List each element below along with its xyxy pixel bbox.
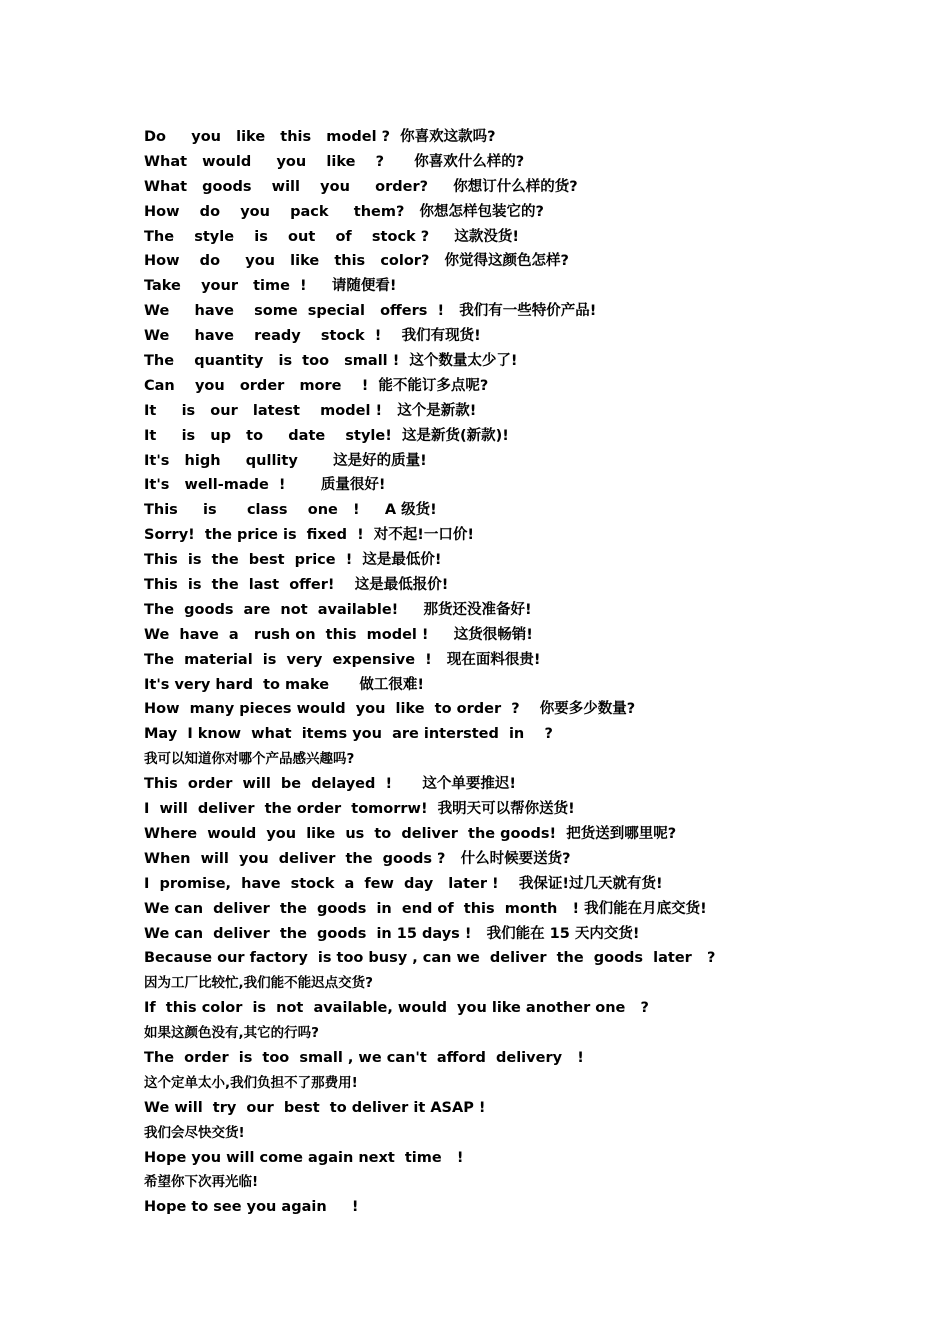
phrase-line: It's high qullity 这是好的质量! <box>144 452 427 469</box>
phrase-line: Do you like this model ? 你喜欢这款吗? <box>144 129 496 145</box>
phrase-line: What would you like ? 你喜欢什么样的? <box>144 153 525 170</box>
phrase-line: The quantity is too small ! 这个数量太少了! <box>144 353 518 370</box>
phrase-line: This is class one ! A 级货! <box>144 502 437 519</box>
phrase-line: Hope you will come again next time ! <box>144 1149 464 1166</box>
phrase-line: We can deliver the goods in 15 days ! 我们能在 15 天内交货! <box>144 925 640 942</box>
phrase-line: The order is too small , we can't afford delivery ! <box>144 1049 584 1066</box>
phrase-line: 因为工厂比较忙,我们能不能迟点交货? <box>144 975 373 992</box>
phrase-line: It is our latest model ! 这个是新款! <box>144 402 477 419</box>
phrase-line: I will deliver the order tomorrw! 我明天可以帮你送货! <box>144 801 575 818</box>
phrase-line: 这个定单太小,我们负担不了那费用! <box>144 1074 358 1091</box>
phrase-line: Because our factory is too busy , can we deliver the goods later ? <box>144 950 716 967</box>
phrase-line: I promise, have stock a few day later ! 我保证!过几天就有货! <box>144 875 663 892</box>
phrase-line: We have some special offers ! 我们有一些特价产品! <box>144 303 597 320</box>
phrase-line: 我们会尽快交货! <box>144 1124 245 1141</box>
phrase-line: How do you pack them? 你想怎样包装它的? <box>144 203 544 220</box>
phrase-line: 我可以知道你对哪个产品感兴趣吗? <box>144 751 355 768</box>
phrase-line: What goods will you order? 你想订什么样的货? <box>144 178 578 195</box>
phrase-line: The style is out of stock ? 这款没货! <box>144 228 519 245</box>
phrase-line: It is up to date style! 这是新货(新款)! <box>144 427 509 444</box>
phrase-line: This is the last offer! 这是最低报价! <box>144 577 449 594</box>
phrase-line: 希望你下次再光临! <box>144 1174 259 1191</box>
phrase-line: It's very hard to make 做工很难! <box>144 676 424 693</box>
phrase-line: Sorry! the price is fixed ! 对不起!一口价! <box>144 527 475 544</box>
phrase-list <box>144 127 844 1222</box>
phrase-line: Hope to see you again ! <box>144 1199 359 1216</box>
phrase-line: This order will be delayed ! 这个单要推迟! <box>144 776 516 793</box>
phrase-line: 如果这颜色没有,其它的行吗? <box>144 1025 319 1042</box>
phrase-line: Can you order more ! 能不能订多点呢? <box>144 377 489 394</box>
phrase-line: The material is very expensive ! 现在面料很贵! <box>144 651 541 668</box>
phrase-line: May I know what items you are intersted in ? <box>144 726 553 743</box>
phrase-line: We can deliver the goods in end of this month ! 我们能在月底交货! <box>144 900 707 917</box>
phrase-line: We will try our best to deliver it ASAP ! <box>144 1099 486 1116</box>
phrase-line: It's well-made ! 质量很好! <box>144 477 386 494</box>
phrase-line: How many pieces would you like to order ? 你要多少数量? <box>144 701 636 718</box>
phrase-line: When will you deliver the goods ? 什么时候要送货? <box>144 850 571 867</box>
phrase-line: Where would you like us to deliver the goods! 把货送到哪里呢? <box>144 825 677 842</box>
phrase-line: If this color is not available, would you like another one ? <box>144 1000 649 1017</box>
phrase-line: We have ready stock ! 我们有现货! <box>144 328 481 345</box>
phrase-line: The goods are not available! 那货还没准备好! <box>144 601 532 618</box>
phrase-line: We have a rush on this model ! 这货很畅销! <box>144 626 533 643</box>
phrase-line: Take your time ! 请随便看! <box>144 278 397 295</box>
phrase-line: This is the best price ! 这是最低价! <box>144 552 442 569</box>
phrase-line: How do you like this color? 你觉得这颜色怎样? <box>144 253 569 270</box>
